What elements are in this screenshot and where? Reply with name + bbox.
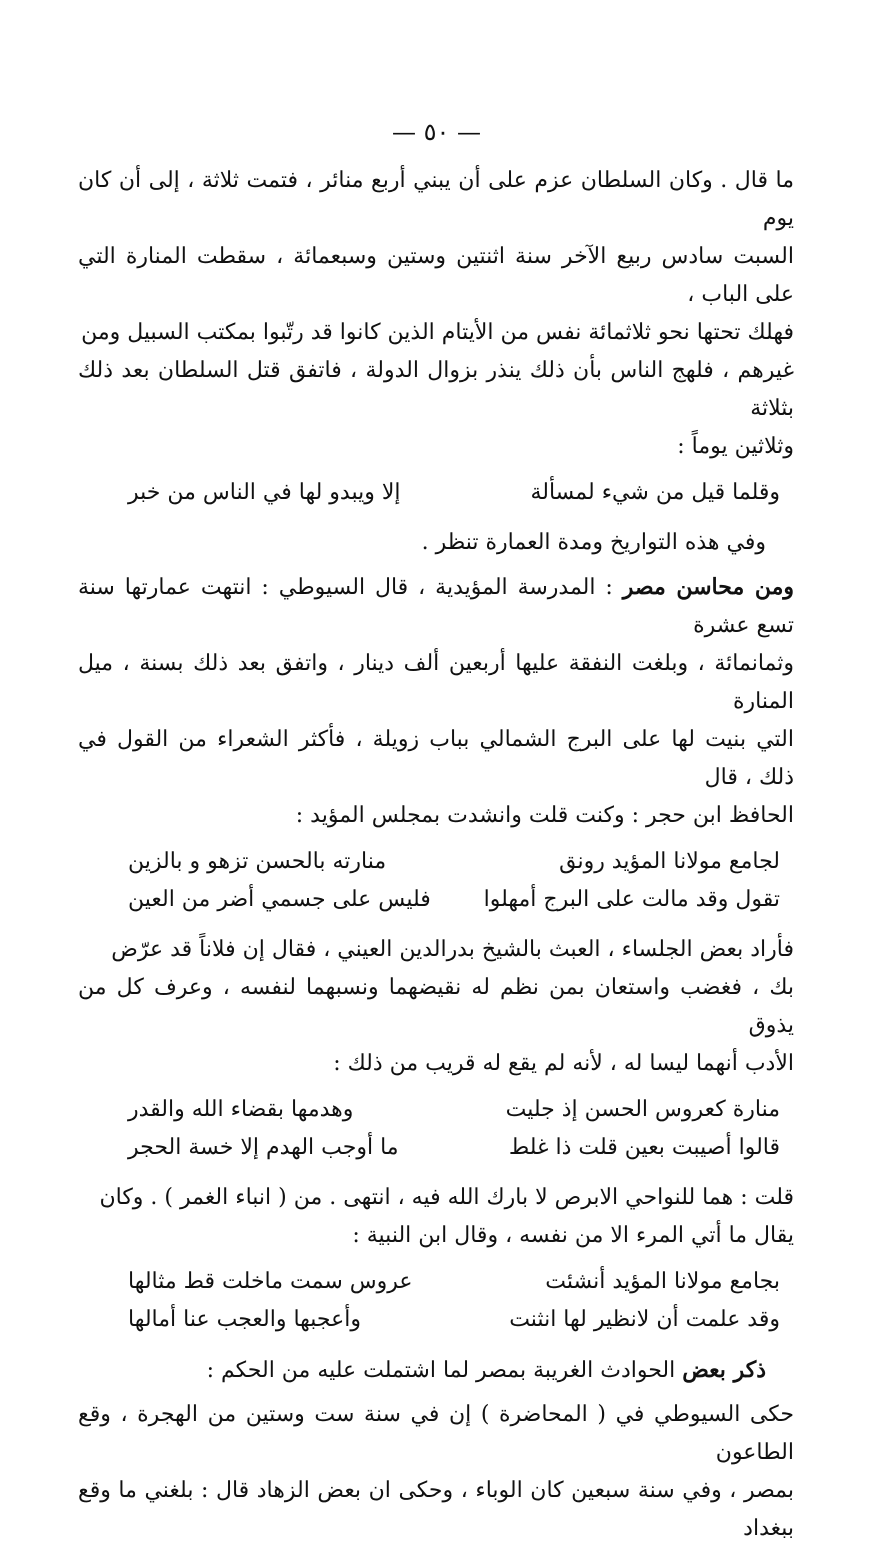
paragraph-minarets	[78, 162, 794, 466]
text-line: وثمانمائة ، وبلغت النفقة عليها أربعين ألف دينار ، واتفق بعد ذلك بسنة ، ميل المنارة	[78, 651, 794, 714]
text-line: فأراد بعض الجلساء ، العبث بالشيخ بدرالدين العيني ، فقال إن فلاناً قد عرّض	[111, 937, 794, 962]
page-number: — ٥٠ —	[391, 118, 482, 146]
text-line: السبت سادس ربيع الآخر سنة اثنتين وستين وسبعمائة ، سقطت المنارة التي على الباب ،	[78, 244, 794, 307]
section-heading: ومن محاسن مصر	[622, 574, 794, 600]
text-line: بمصر ، وفي سنة سبعين كان الوباء ، وحكى ان بعض الزهاد قال : بلغني ما وقع ببغداد	[78, 1478, 794, 1541]
section-heading: ذكر بعض	[682, 1357, 766, 1383]
verse-block-1	[78, 474, 794, 512]
verse-second-hemistich: فليس على جسمي أضر من العين	[128, 887, 431, 912]
verse-first-hemistich: وقد علمت أن لانظير لها انثنت	[509, 1307, 780, 1332]
verse-line	[78, 881, 794, 919]
paragraph-dates: وفي هذه التواريخ ومدة العمارة تنظر .	[421, 530, 766, 555]
verse-block-2	[78, 843, 794, 919]
verse-line	[78, 1129, 794, 1167]
verse-first-hemistich: قالوا أصيبت بعين قلت ذا غلط	[508, 1135, 780, 1160]
text-line: الأدب أنهما ليسا له ، لأنه لم يقع له قريب من ذلك :	[333, 1051, 794, 1076]
paragraph-muayyad-school	[78, 568, 794, 835]
paragraph-ayni	[78, 931, 794, 1083]
verse-first-hemistich: بجامع مولانا المؤيد أنشئت	[545, 1269, 780, 1294]
verse-line	[78, 1301, 794, 1339]
paragraph-plague	[78, 1396, 794, 1548]
verse-line	[78, 474, 794, 512]
verse-second-hemistich: إلا ويبدو لها في الناس من خبر	[128, 480, 401, 505]
verse-second-hemistich: عروس سمت ماخلت قط مثالها	[128, 1269, 413, 1294]
verse-line	[78, 843, 794, 881]
page-body	[78, 162, 794, 1548]
verse-line	[78, 1091, 794, 1129]
text-line: ما قال . وكان السلطان عزم على أن يبني أربع منائر ، فتمت ثلاثة ، إلى أن كان يوم	[78, 168, 794, 231]
verse-block-3	[78, 1091, 794, 1167]
verse-second-hemistich: ما أوجب الهدم إلا خسة الحجر	[128, 1135, 399, 1160]
text-line	[78, 568, 794, 645]
verse-first-hemistich: منارة كعروس الحسن إذ جليت	[505, 1097, 780, 1122]
verse-first-hemistich: لجامع مولانا المؤيد رونق	[559, 849, 780, 874]
section-title-line	[78, 1351, 794, 1390]
verse-block-4	[78, 1263, 794, 1339]
verse-line	[78, 1263, 794, 1301]
text-line: فهلك تحتها نحو ثلاثمائة نفس من الأيتام الذين كانوا قد رتّبوا بمكتب السبيل ومن	[81, 320, 794, 345]
text-line: حكى السيوطي في ( المحاضرة ) إن في سنة ست وستين من الهجرة ، وقع الطاعون	[78, 1402, 794, 1465]
text-line: الحافظ ابن حجر : وكنت قلت وانشدت بمجلس المؤيد :	[295, 803, 794, 828]
verse-second-hemistich: وأعجبها والعجب عنا أمالها	[128, 1307, 361, 1332]
text-line: بك ، فغضب واستعان بمن نظم له نقيضهما ونسبهما لنفسه ، وعرف كل من يذوق	[78, 975, 794, 1038]
text-line: قلت : هما للنواحي الابرص لا بارك الله فيه ، انتهى . من ( انباء الغمر ) . وكان	[99, 1185, 794, 1210]
text-line: غيرهم ، فلهج الناس بأن ذلك ينذر بزوال الدولة ، فاتفق قتل السلطان بعد ذلك بثلاثة	[78, 358, 794, 421]
text-line: التي بنيت لها على البرج الشمالي بباب زويلة ، فأكثر الشعراء من القول في ذلك ، قال	[78, 727, 794, 790]
verse-first-hemistich: تقول وقد مالت على البرج أمهلوا	[483, 887, 780, 912]
verse-first-hemistich: وقلما قيل من شيء لمسألة	[530, 480, 780, 505]
verse-second-hemistich: وهدمها بقضاء الله والقدر	[128, 1097, 354, 1122]
paragraph-nawaji	[78, 1179, 794, 1255]
text-line: يقال ما أتي المرء الا من نفسه ، وقال ابن النبية :	[352, 1223, 794, 1248]
text-run: الحوادث الغريبة بمصر لما اشتملت عليه من الحكم :	[206, 1358, 676, 1383]
verse-second-hemistich: منارته بالحسن تزهو و بالزين	[128, 849, 387, 874]
text-run: : المدرسة المؤيدية ، قال السيوطي : انتهت عمارتها سنة تسع عشرة	[78, 575, 794, 638]
text-line: وثلاثين يوماً :	[677, 434, 794, 459]
